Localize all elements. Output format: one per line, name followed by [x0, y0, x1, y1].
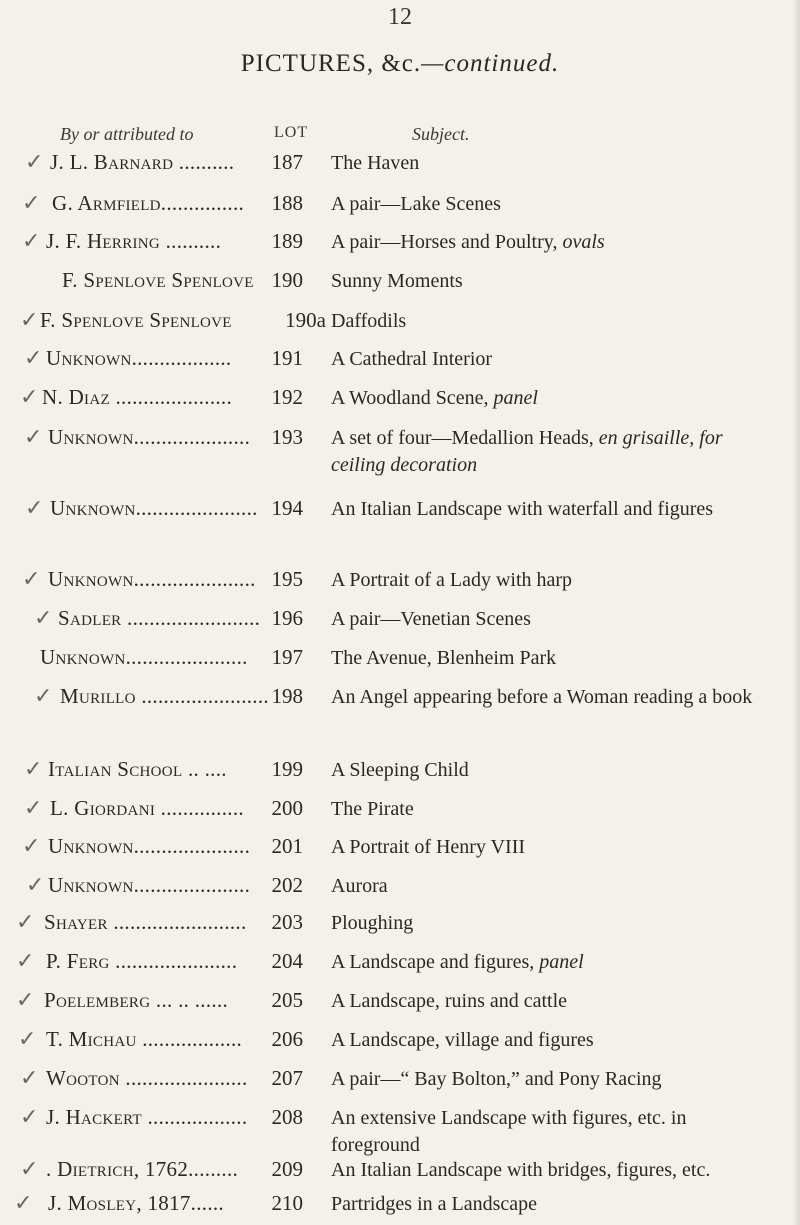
- catalogue-entry-207: [0, 1066, 800, 1096]
- heading-title: PICTURES, &c.: [240, 50, 422, 77]
- subject-main: A Cathedral Interior: [331, 348, 493, 370]
- catalogue-entry-200: [0, 796, 800, 826]
- subject-text: [331, 796, 771, 823]
- subject-text: [331, 606, 771, 633]
- artist-name: F. Spenlove Spenlove: [62, 268, 254, 292]
- subject-text: [331, 988, 771, 1015]
- artist-name: J. F. Herring ..........: [46, 229, 222, 253]
- check-mark-icon: ✓: [24, 425, 43, 450]
- subject-italic: en grisaille, for ceiling decoration: [331, 427, 723, 476]
- subject-main: A Portrait of a Lady with harp: [331, 569, 573, 591]
- lot-number: 203: [271, 910, 303, 934]
- check-mark-icon: ✓: [25, 496, 44, 521]
- subject-main: The Haven: [331, 152, 420, 174]
- lot-number: 198: [271, 684, 303, 708]
- check-mark-icon: ✓: [34, 684, 53, 709]
- check-mark-icon: ✓: [26, 873, 45, 898]
- lot-number: 189: [271, 229, 303, 253]
- catalogue-entry-190: [0, 268, 800, 298]
- artist-name: Unknown..................: [46, 346, 232, 370]
- subject-main: Partridges in a Landscape: [331, 1193, 538, 1215]
- catalogue-entry-189: [0, 229, 800, 259]
- lot-number: 201: [271, 834, 303, 858]
- subject-main: An Angel appearing before a Woman reading a book: [331, 686, 753, 708]
- subject-text: [331, 150, 771, 177]
- check-mark-icon: ✓: [18, 1027, 37, 1052]
- page-edge-shadow: [792, 0, 800, 1225]
- catalogue-entry-194: [0, 496, 800, 556]
- catalogue-entry-210: [0, 1191, 800, 1221]
- catalogue-entry-205: [0, 988, 800, 1018]
- check-mark-icon: ✓: [20, 308, 39, 333]
- subject-main: Sunny Moments: [331, 270, 463, 292]
- subject-text: [331, 308, 771, 335]
- catalogue-entry-193: [0, 425, 800, 485]
- lot-number: 190: [271, 268, 303, 292]
- subject-main: A pair—Horses and Poultry,: [331, 231, 558, 253]
- check-mark-icon: ✓: [20, 1105, 39, 1130]
- artist-name: J. Hackert ..................: [46, 1105, 248, 1129]
- subject-text: [331, 229, 771, 256]
- catalogue-entry-202: [0, 873, 800, 903]
- check-mark-icon: ✓: [20, 1066, 39, 1091]
- subject-main: A Portrait of Henry VIII: [331, 836, 526, 858]
- lot-number: 199: [271, 757, 303, 781]
- subject-main: An extensive Landscape with figures, etc. in foreground: [331, 1107, 687, 1156]
- subject-text: [331, 949, 771, 976]
- subject-italic: ovals: [562, 231, 605, 253]
- page-number: 12: [388, 4, 412, 30]
- lot-number: 209: [271, 1157, 303, 1181]
- subject-text: [331, 496, 771, 523]
- lot-number: 193: [271, 425, 303, 449]
- lot-number: 190a: [285, 308, 326, 332]
- subject-text: [331, 910, 771, 937]
- catalogue-entry-201: [0, 834, 800, 864]
- subject-main: A pair—Venetian Scenes: [331, 608, 531, 630]
- subject-text: [331, 191, 771, 218]
- catalogue-entry-187: [0, 150, 800, 180]
- artist-name: Murillo .......................: [60, 684, 269, 708]
- lot-number: 207: [271, 1066, 303, 1090]
- artist-name: Italian School .. ....: [48, 757, 227, 781]
- subject-main: A set of four—Medallion Heads,: [331, 427, 594, 449]
- subject-main: A Landscape, village and figures: [331, 1029, 594, 1051]
- artist-name: Sadler ........................: [58, 606, 261, 630]
- subject-text: [331, 346, 771, 373]
- subject-text: [331, 757, 771, 784]
- lot-number: 202: [271, 873, 303, 897]
- subject-text: [331, 1105, 771, 1159]
- subject-text: [331, 1027, 771, 1054]
- artist-name: Unknown.....................: [48, 425, 251, 449]
- artist-name: L. Giordani ...............: [50, 796, 244, 820]
- lot-number: 208: [271, 1105, 303, 1129]
- check-mark-icon: ✓: [24, 796, 43, 821]
- catalogue-entry-206: [0, 1027, 800, 1057]
- check-mark-icon: ✓: [16, 949, 35, 974]
- catalogue-entry-195: [0, 567, 800, 597]
- artist-name: Unknown......................: [40, 645, 248, 669]
- lot-number: 187: [271, 150, 303, 174]
- subject-main: An Italian Landscape with bridges, figures, etc.: [331, 1159, 711, 1181]
- catalogue-entry-196: [0, 606, 800, 636]
- subject-text: [331, 684, 771, 711]
- lot-number: 205: [271, 988, 303, 1012]
- lot-number: 192: [271, 385, 303, 409]
- lot-number: 194: [271, 496, 303, 520]
- artist-name: J. Mosley, 1817......: [48, 1191, 224, 1215]
- check-mark-icon: ✓: [16, 988, 35, 1013]
- catalogue-entry-204: [0, 949, 800, 979]
- lot-number: 196: [271, 606, 303, 630]
- artist-name: Wooton ......................: [46, 1066, 248, 1090]
- catalogue-entry-190a: [0, 308, 800, 338]
- check-mark-icon: ✓: [24, 346, 43, 371]
- subject-text: [331, 834, 771, 861]
- subject-main: Aurora: [331, 875, 388, 897]
- subject-main: An Italian Landscape with waterfall and figures: [331, 498, 714, 520]
- heading-continued: —continued.: [421, 50, 560, 77]
- artist-name: F. Spenlove Spenlove: [40, 308, 232, 332]
- check-mark-icon: ✓: [14, 1191, 33, 1216]
- check-mark-icon: ✓: [22, 191, 41, 216]
- catalogue-entry-199: [0, 757, 800, 787]
- subject-text: [331, 385, 771, 412]
- subject-main: A Woodland Scene,: [331, 387, 489, 409]
- subject-main: A pair—“ Bay Bolton,” and Pony Racing: [331, 1068, 662, 1090]
- lot-number: 200: [271, 796, 303, 820]
- catalogue-entry-188: [0, 191, 800, 221]
- artist-name: Unknown......................: [50, 496, 258, 520]
- lot-number: 204: [271, 949, 303, 973]
- check-mark-icon: ✓: [20, 1157, 39, 1182]
- lot-number: 191: [271, 346, 303, 370]
- subject-text: [331, 645, 771, 672]
- check-mark-icon: ✓: [22, 834, 41, 859]
- artist-name: Unknown......................: [48, 567, 256, 591]
- check-mark-icon: ✓: [34, 606, 53, 631]
- artist-name: N. Diaz .....................: [42, 385, 233, 409]
- subject-main: The Avenue, Blenheim Park: [331, 647, 557, 669]
- subject-main: Daffodils: [331, 310, 407, 332]
- subject-main: A Landscape and figures,: [331, 951, 535, 973]
- artist-name: J. L. Barnard ..........: [50, 150, 235, 174]
- artist-name: Unknown.....................: [48, 873, 251, 897]
- subject-main: A Sleeping Child: [331, 759, 469, 781]
- catalogue-entry-197: [0, 645, 800, 675]
- subject-text: [331, 1191, 771, 1218]
- check-mark-icon: ✓: [20, 385, 39, 410]
- artist-name: . Dietrich, 1762.........: [46, 1157, 239, 1181]
- check-mark-icon: ✓: [22, 229, 41, 254]
- catalogue-entry-191: [0, 346, 800, 376]
- catalogue-entry-203: [0, 910, 800, 940]
- subject-italic: panel: [539, 951, 584, 973]
- catalogue-entry-208: [0, 1105, 800, 1165]
- catalogue-entry-198: [0, 684, 800, 744]
- subject-text: [331, 567, 771, 594]
- lot-number: 188: [271, 191, 303, 215]
- lot-number: 206: [271, 1027, 303, 1051]
- subject-text: [331, 425, 771, 479]
- lot-number: 210: [271, 1191, 303, 1215]
- subject-italic: panel: [493, 387, 538, 409]
- lot-number: 195: [271, 567, 303, 591]
- subject-main: The Pirate: [331, 798, 414, 820]
- check-mark-icon: ✓: [25, 150, 44, 175]
- subject-main: Ploughing: [331, 912, 414, 934]
- lot-column-header: LOT: [274, 124, 309, 141]
- subject-text: [331, 268, 771, 295]
- subject-text: [331, 1157, 771, 1184]
- artist-name: Poelemberg ... .. ......: [44, 988, 229, 1012]
- artist-name: Unknown.....................: [48, 834, 251, 858]
- lot-number: 197: [271, 645, 303, 669]
- catalogue-entry-209: [0, 1157, 800, 1187]
- check-mark-icon: ✓: [24, 757, 43, 782]
- artist-name: T. Michau ..................: [46, 1027, 243, 1051]
- artist-name: Shayer ........................: [44, 910, 247, 934]
- subject-main: A pair—Lake Scenes: [331, 193, 501, 215]
- page-heading: [0, 50, 800, 78]
- check-mark-icon: ✓: [16, 910, 35, 935]
- subject-text: [331, 873, 771, 900]
- subject-column-header: Subject.: [412, 124, 470, 144]
- artist-name: G. Armfield...............: [52, 191, 245, 215]
- catalogue-entry-192: [0, 385, 800, 415]
- artist-column-header: By or attributed to: [60, 124, 194, 144]
- check-mark-icon: ✓: [22, 567, 41, 592]
- subject-text: [331, 1066, 771, 1093]
- subject-main: A Landscape, ruins and cattle: [331, 990, 568, 1012]
- artist-name: P. Ferg ......................: [46, 949, 238, 973]
